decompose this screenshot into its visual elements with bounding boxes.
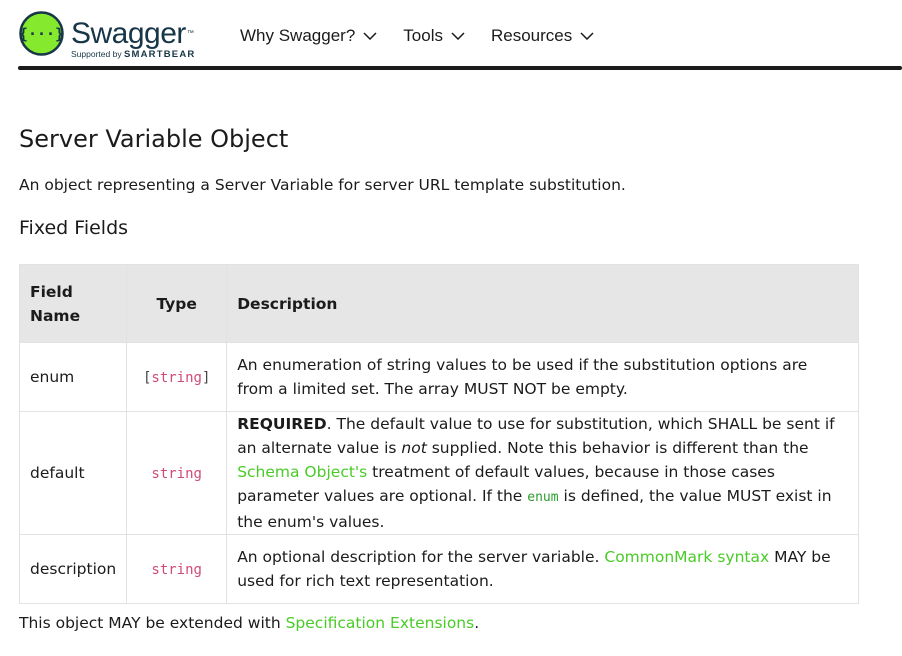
table-row [20, 343, 859, 412]
type-cell: [string] [127, 343, 227, 412]
fixed-fields-table [19, 264, 859, 604]
main-nav [240, 24, 620, 48]
schema-object-link[interactable]: Schema Object's [237, 463, 368, 481]
nav-why-swagger[interactable]: Why Swagger? [240, 24, 377, 48]
required-label: REQUIRED [237, 415, 327, 433]
type-cell [127, 412, 227, 535]
chevron-down-icon [580, 32, 594, 40]
nav-resources[interactable]: Resources [491, 24, 594, 48]
type-code: string [151, 465, 202, 482]
chevron-down-icon [363, 32, 377, 40]
field-name-cell: default [20, 412, 127, 535]
page-title: Server Variable Object [19, 125, 289, 153]
commonmark-link[interactable]: CommonMark syntax [604, 548, 770, 566]
description-cell: An optional description for the server variable. CommonMark syntax MAY be used for rich text representation. [227, 535, 859, 604]
field-name-cell: enum [20, 343, 127, 412]
extensions-note: This object MAY be extended with Specification Extensions. [19, 614, 480, 632]
description-cell: An enumeration of string values to be used if the substitution options are from a limited set. The array MUST NOT be empty. [227, 343, 859, 412]
header-field-name: Field Name [20, 265, 127, 343]
table-header-row [20, 265, 859, 343]
table-row [20, 535, 859, 604]
chevron-down-icon [451, 32, 465, 40]
swagger-logo[interactable] [19, 11, 195, 61]
fixed-fields-heading: Fixed Fields [19, 217, 129, 239]
type-code: string [151, 561, 202, 578]
logo-wordmark: Swagger™ [71, 17, 194, 50]
table-row [20, 412, 859, 535]
type-cell [127, 535, 227, 604]
swagger-logo-icon [19, 11, 64, 56]
nav-tools[interactable]: Tools [403, 24, 465, 48]
specification-extensions-link[interactable]: Specification Extensions [285, 614, 475, 632]
svg-text:{···}: {···} [19, 25, 64, 43]
logo-supported-by: Supported by SMARTBEAR [71, 49, 196, 60]
enum-code: enum [527, 490, 559, 505]
header-type: Type [127, 265, 227, 343]
header-description: Description [227, 265, 859, 343]
type-code: string [151, 369, 202, 386]
intro-text: An object representing a Server Variable for server URL template substitution. [19, 176, 626, 194]
description-cell: REQUIRED. The default value to use for substitution, which SHALL be sent if an alternate value is not supplied. Note this behavior is different than the Schema Object's treatment of default values, because in those cases parameter values are optional. If the enum is defined, the value MUST exist in the enum's values. [227, 412, 859, 535]
site-header [0, 0, 902, 70]
field-name-cell: description [20, 535, 127, 604]
